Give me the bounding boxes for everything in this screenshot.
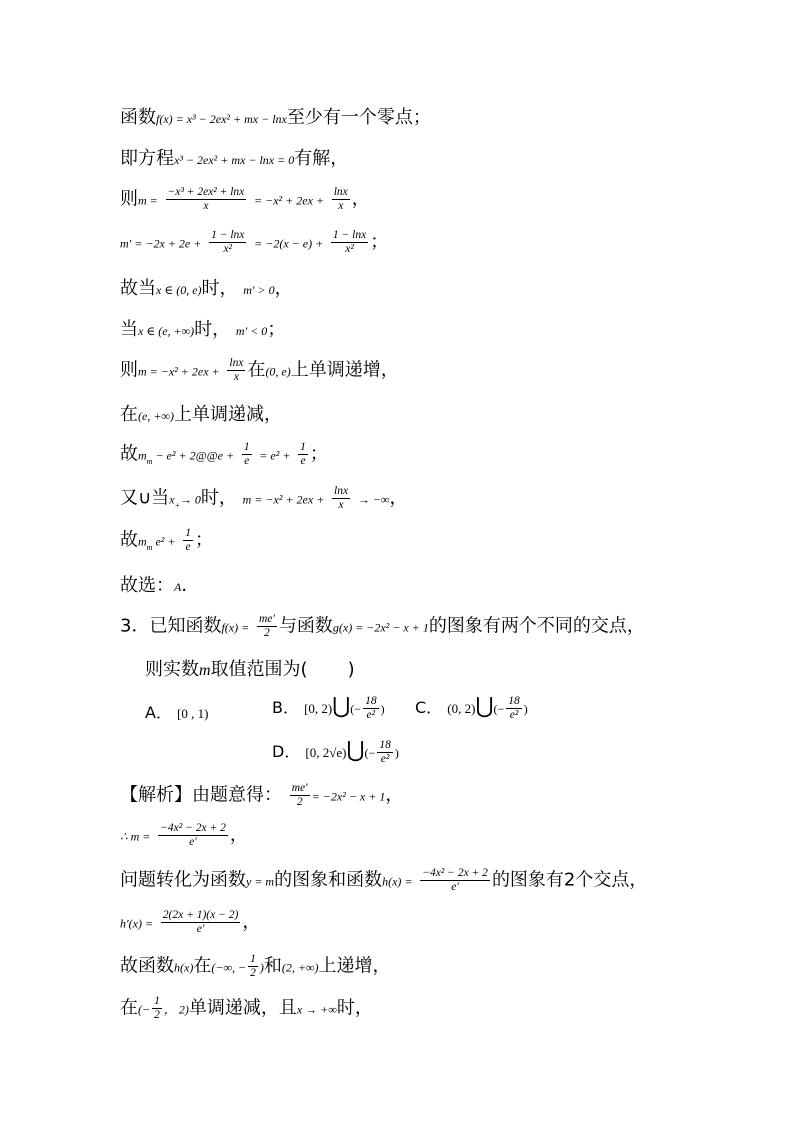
math-expression: h′(x) = [120,916,154,931]
fraction: $\frac{\text{−4x² − 2x + 2}}{e'}$ [422,867,488,893]
option-a [145,700,208,723]
analysis-line: ∴ m = $\frac{\text{−4x² − 2x + 2}}{e'}$ ， [120,822,248,848]
text: 故选： [120,575,174,596]
fraction: $\frac{1 - \ln x}{\text{x²}}$ [332,229,367,255]
math-expression: x [169,492,175,507]
text: 故当 [120,278,156,299]
text-line [120,318,285,343]
math-expression: A [174,580,182,594]
text: 又∪当 [120,487,170,509]
math-expression: h(x) = [382,874,413,889]
math-expression: = −2x² − x + 1 [311,789,386,804]
text: ； [194,529,213,551]
fraction: $\frac{\ln x}{x}$ [334,485,349,511]
math-expression: → 0 [179,492,201,507]
text: ) [347,659,355,680]
option-label: C． [415,698,443,717]
fraction: $\frac{18}{\text{e²}}$ [508,695,520,721]
text: 则实数 [145,659,199,680]
math-expression: → −∞ [357,492,390,507]
union-symbol: ⋃ [346,738,365,763]
text: 时， [194,319,231,340]
math-expression: g(x) = −2x² − x + 1 [332,620,429,635]
option-label: B． [272,698,299,717]
math-expression: ∴ m = [120,829,151,844]
text: 取值范围为( [210,659,308,680]
math-expression: m′ = −2x + 2e + [120,236,202,251]
fraction: $\frac{18}{\text{e²}}$ [365,695,377,721]
fraction: $\frac{me'}{2}$ [258,613,275,639]
math-expression: (−∞, − [211,960,247,975]
fraction: $\frac{\text{−x³ + 2ex² + lnx}}{x}$ [167,186,245,212]
fraction: $\frac{1}{e}$ [185,527,191,553]
option-b: B． [0, 2)⋃(− $\frac{18}{\text{e²}}$ ) [272,694,385,721]
text: ； [370,231,389,253]
fraction: $\frac{18}{\text{e²}}$ [379,739,391,765]
text: 在 [247,359,266,381]
text: ， [274,278,293,299]
text: ， [351,188,370,210]
math-expression: m = −x² + 2ex + [138,364,220,379]
text-line [120,403,282,428]
text: ， [389,487,408,509]
math-expression: = −x² + 2ex + [254,193,324,208]
text-line [120,277,293,302]
analysis-line: 在(− $\frac{1}{2}$ ， 2)单调递减，且x → +∞时， [120,995,373,1021]
text: 当 [120,319,138,340]
math-expression: x ∈ (e, +∞) [138,324,195,338]
math-expression: f(x) = x³ − 2ex² + mx − lnx [156,112,287,126]
option-d: D． [0, 2√e)⋃(− $\frac{18}{\text{e²}}$ ) [272,738,399,765]
question-number: 3．已知函数 [120,615,222,637]
text: 与函数 [278,615,333,637]
math-expression: = −2(x − e) + [254,236,324,251]
text: ． [181,575,200,596]
fraction: $\frac{1}{2}$ [154,995,160,1021]
text: 故 [120,529,138,551]
fraction: $\frac{1}{e}$ [300,441,306,467]
subscript: + [174,501,180,511]
text-line [120,147,348,172]
text: 时， [200,487,237,509]
option-label: D． [272,742,301,761]
text: 故 [120,443,138,465]
union-symbol: ⋃ [475,694,494,719]
math-expression: m [138,534,147,549]
math-expression: [0 , 1) [177,706,209,721]
math-expression: m′ < 0 [235,324,268,338]
text: 有解， [294,148,349,169]
math-expression: [0, 2√e) [305,745,347,760]
math-expression: m = −x² + 2ex + [242,492,325,507]
fraction: $\frac{1}{e}$ [243,441,250,467]
text: 则 [120,188,138,210]
option-c: C． (0, 2)⋃(− $\frac{18}{\text{e²}}$ ) [415,694,528,721]
text: 上单调递增， [290,359,399,381]
math-expression: (− [138,1002,151,1017]
math-expression: (0, 2) [447,701,476,716]
math-expression: − e² + 2@@e + [152,448,235,463]
text: 即方程 [120,148,174,169]
math-expression: x → +∞ [296,1002,337,1017]
fraction: $\frac{\ln x}{x}$ [229,357,244,383]
analysis-heading: 【解析】由题意得： [120,784,282,806]
subscript: m [146,543,153,553]
analysis-line: 故函数h(x)在(−∞, − $\frac{1}{2}$ )和(2, +∞)上递增， [120,953,391,979]
subscript: m [146,457,153,467]
text: 在 [120,404,138,425]
math-expression: = e² + [259,448,291,463]
text-line [120,186,370,213]
math-expression: e² + [152,534,176,549]
text-line [120,485,407,518]
math-expression: x³ − 2ex² + mx − lnx = 0 [174,153,295,167]
question-line [145,658,355,683]
math-expression: y = m [246,874,275,889]
fraction: $\frac{me'}{2}$ [291,782,308,808]
analysis-line: h′(x) = $\frac{2(2x + 1)(x - 2)}{e'}$ ， [120,909,261,935]
union-symbol: ⋃ [332,694,351,719]
fraction: $\frac{\text{−4x² − 2x + 2}}{e'}$ [160,822,226,848]
text: 函数 [120,107,156,128]
text-line [120,441,328,474]
text: ； [267,319,286,340]
text-line [120,357,399,384]
text: 时， [201,278,238,299]
math-expression: m = [138,193,158,208]
option-label: A． [145,703,172,722]
fraction: $\frac{1}{2}$ [250,953,256,979]
math-variable: m [199,662,211,679]
math-expression: x ∈ (0, e) [156,283,202,297]
math-expression: m′ > 0 [243,283,275,297]
analysis-line: 问题转化为函数y = m的图象和函数h(x) = $\frac{\text{−4x² − 2x + 2}}{e'}$ 的图象有2个交点， [120,867,648,893]
math-expression: [0, 2) [304,701,333,716]
text: 则 [120,359,138,381]
text: 上单调递减， [173,404,282,425]
question-line [120,613,645,640]
text: 至少有一个零点； [286,107,431,128]
fraction: $\frac{2(2x + 1)(x - 2)}{e'}$ [162,909,239,935]
text-line [120,106,431,131]
math-expression: (e, +∞) [138,409,174,423]
text-line [120,574,199,599]
math-expression: m [138,448,147,463]
math-expression: (0, e) [265,364,291,379]
math-expression: f(x) = [221,620,250,635]
fraction: $\frac{\ln x}{x}$ [333,186,348,212]
analysis-line: 【解析】由题意得： $\frac{me'}{2}$ = −2x² − x + 1， [120,782,404,808]
math-expression: h(x) [174,960,194,975]
text: ； [309,443,328,465]
math-expression: (2, +∞) [281,960,319,975]
fraction: $\frac{1 - \ln x}{\text{x²}}$ [211,229,245,255]
text: 的图象有两个不同的交点， [428,615,645,637]
text-line [120,229,388,256]
text-line [120,527,213,560]
